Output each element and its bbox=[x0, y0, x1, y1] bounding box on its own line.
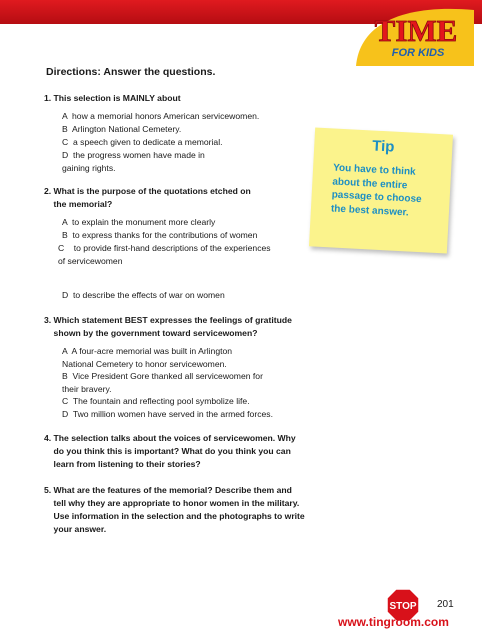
tip-body: You have to think about the entire passage to choose the best answer. bbox=[330, 162, 422, 218]
q2-option-a: A to explain the monument more clearly bbox=[62, 217, 216, 227]
q1-option-a: A how a memorial honors American servicewomen. bbox=[62, 111, 260, 121]
q3-option-a: A A four-acre memorial was built in Arlington National Cemetery to honor servicewomen. bbox=[62, 346, 233, 369]
logo-time-text: TIME bbox=[374, 13, 458, 48]
watermark-url: www.tingroom.com bbox=[338, 615, 449, 629]
q3-option-b: B Vice President Gore thanked all servicewomen for their bravery. bbox=[62, 371, 263, 394]
page-number: 201 bbox=[437, 599, 454, 610]
logo-for-kids-text: FOR KIDS bbox=[391, 47, 445, 59]
q3-option-c: C The fountain and reflecting pool symbolize life. bbox=[62, 396, 250, 406]
time-for-kids-logo bbox=[346, 4, 476, 68]
tip-note bbox=[309, 127, 453, 253]
q2-option-c: C to provide first-hand descriptions of the experiences of servicewomen bbox=[58, 243, 271, 266]
question-5: 5. What are the features of the memorial? Describe them and tell why they are appropriate to honor women in the military. Use information in the selection and the photographs to write your answer. bbox=[44, 485, 305, 534]
question-3: 3. Which statement BEST expresses the feelings of gratitude shown by the government toward servicewomen? bbox=[44, 315, 292, 338]
q3-option-d: D Two million women have served in the armed forces. bbox=[62, 409, 273, 419]
q1-option-d: D the progress women have made in gaining rights. bbox=[62, 150, 205, 173]
question-1: 1. This selection is MAINLY about bbox=[44, 93, 181, 103]
q1-option-c: C a speech given to dedicate a memorial. bbox=[62, 137, 223, 147]
directions: Directions: Answer the questions. bbox=[46, 66, 216, 78]
question-4: 4. The selection talks about the voices of servicewomen. Why do you think this is important? What do you think you can learn from listening to their stories? bbox=[44, 433, 296, 469]
q1-option-b: B Arlington National Cemetery. bbox=[62, 124, 182, 134]
stop-sign-text: STOP bbox=[389, 601, 417, 612]
tip-title: Tip bbox=[371, 137, 395, 156]
q2-option-d: D to describe the effects of war on women bbox=[62, 290, 225, 300]
question-2: 2. What is the purpose of the quotations etched on the memorial? bbox=[44, 186, 251, 209]
q2-option-b: B to express thanks for the contributions of women bbox=[62, 230, 258, 240]
